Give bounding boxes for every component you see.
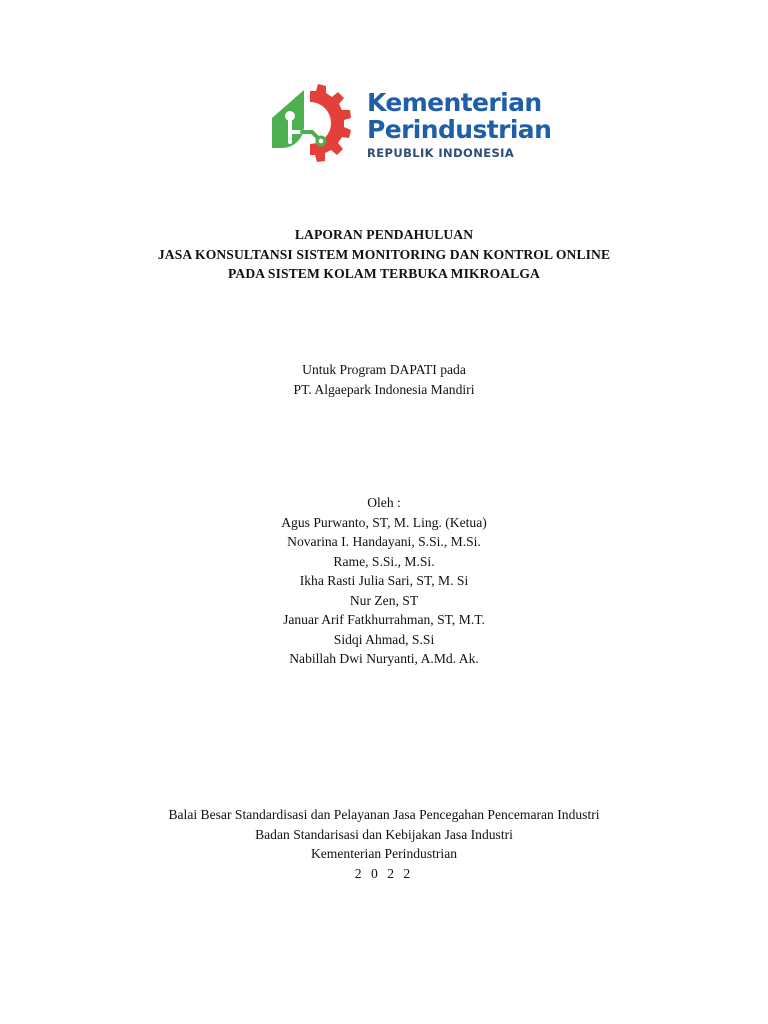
author-name: Ikha Rasti Julia Sari, ST, M. Si	[299, 573, 469, 588]
title-line-2: JASA KONSULTANSI SISTEM MONITORING DAN KONTROL ONLINE	[157, 246, 611, 262]
program-info	[0, 360, 768, 399]
ministry-logo-text	[367, 88, 552, 160]
ministry-logo	[266, 82, 552, 164]
author-name: Rame, S.Si., M.Si.	[333, 553, 435, 569]
institution-line-2: Badan Standarisasi dan Kebijakan Jasa Industri	[255, 826, 513, 842]
author-name: Januar Arif Fatkhurrahman, ST, M.T.	[283, 612, 485, 627]
title-line-3: PADA SISTEM KOLAM TERBUKA MIKROALGA	[228, 266, 540, 281]
gear-leaf-icon	[266, 82, 354, 164]
author-name: Sidqi Ahmad, S.Si	[333, 631, 435, 647]
program-line-1: Untuk Program DAPATI pada	[302, 362, 466, 377]
institution-info	[0, 805, 768, 883]
author-name: Nabillah Dwi Nuryanti, A.Md. Ak.	[289, 651, 479, 666]
logo-country-line: REPUBLIK INDONESIA	[367, 146, 515, 160]
author-name: Agus Purwanto, ST, M. Ling. (Ketua)	[281, 514, 487, 530]
author-name: Nur Zen, ST	[349, 592, 419, 608]
publication-year: 2 0 2 2	[354, 865, 414, 881]
report-title	[0, 225, 768, 284]
authors-list	[0, 493, 768, 669]
logo-name-line2: Perindustrian	[367, 115, 552, 144]
author-name: Novarina I. Handayani, S.Si., M.Si.	[287, 534, 481, 549]
institution-line-1: Balai Besar Standardisasi dan Pelayanan Jasa Pencegahan Pencemaran Industri	[168, 807, 600, 822]
title-line-1: LAPORAN PENDAHULUAN	[294, 227, 474, 242]
program-line-2: PT. Algaepark Indonesia Mandiri	[293, 381, 475, 397]
logo-name-line1: Kementerian	[367, 88, 542, 117]
institution-line-3: Kementerian Perindustrian	[310, 846, 458, 861]
authors-heading: Oleh :	[367, 495, 401, 510]
